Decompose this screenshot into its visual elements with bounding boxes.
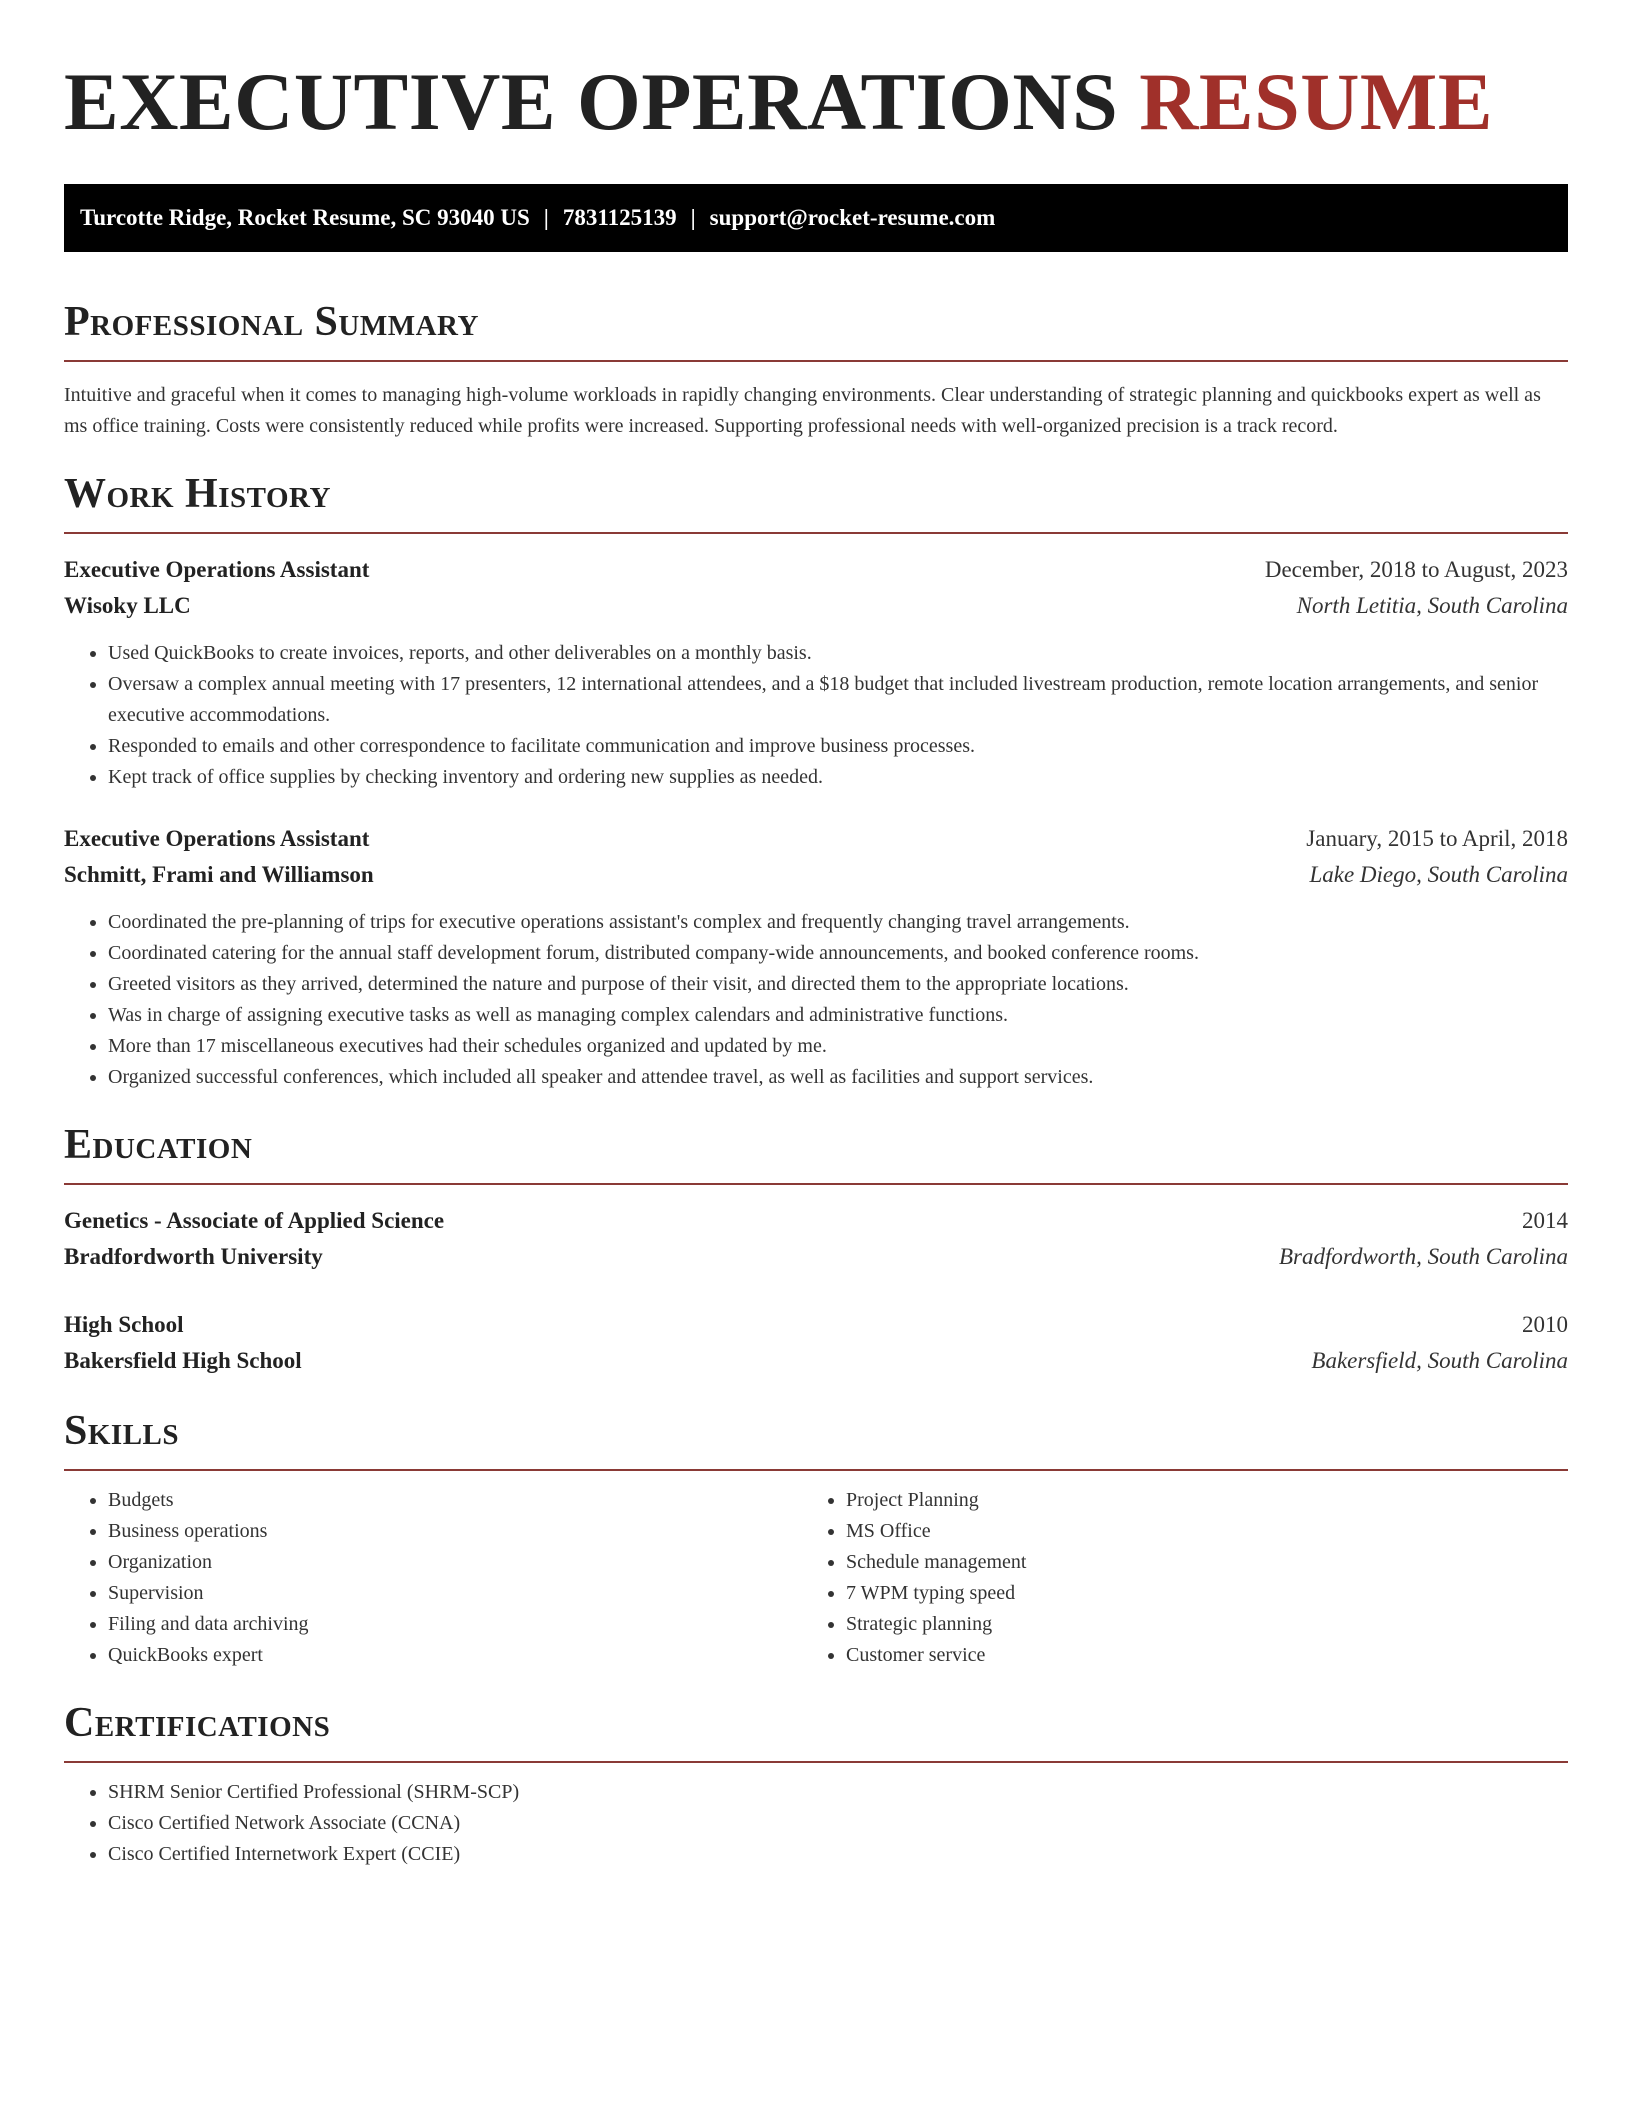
job-company: Schmitt, Frami and Williamson (64, 862, 374, 887)
list-item: • Kept track of office supplies by checking inventory and ordering new supplies as needed. (108, 762, 1568, 793)
skills-section (64, 1407, 1568, 1671)
list-item: • Coordinated catering for the annual staff development forum, distributed company-wide announcements, and booked conference rooms. (108, 938, 1568, 969)
education-location: Bradfordworth, South Carolina (1278, 1244, 1568, 1269)
education-location: Bakersfield, South Carolina (1311, 1348, 1568, 1373)
skill-item: • QuickBooks expert (108, 1640, 802, 1671)
section-title-skills: Skills (64, 1408, 180, 1454)
skill-item: • 7 WPM typing speed (846, 1578, 1540, 1609)
skills-list-left (64, 1485, 802, 1671)
certification-item: • Cisco Certified Internetwork Expert (CCIE) (108, 1839, 1568, 1870)
list-item: • More than 17 miscellaneous executives had their schedules organized and updated by me. (108, 1031, 1568, 1062)
skill-item: • Business operations (108, 1516, 802, 1547)
education-entry (64, 1307, 1568, 1379)
education-header-row (64, 1307, 1568, 1343)
education-entry (64, 1203, 1568, 1275)
job-dates: December, 2018 to August, 2023 (1264, 557, 1568, 582)
contact-email[interactable]: support@rocket-resume.com (709, 205, 996, 230)
summary-section (64, 298, 1568, 442)
job-location: Lake Diego, South Carolina (1309, 862, 1568, 887)
skill-item: • Customer service (846, 1640, 1540, 1671)
certifications-list (64, 1777, 1568, 1870)
contact-address: Turcotte Ridge, Rocket Resume, SC 93040 US (80, 205, 530, 230)
job-entry (64, 552, 1568, 793)
job-company-row (64, 857, 1568, 893)
resume-title (64, 56, 1568, 148)
skill-item: • MS Office (846, 1516, 1540, 1547)
list-item: • Organized successful conferences, which included all speaker and attendee travel, as well as facilities and support services. (108, 1062, 1568, 1093)
education-school: Bradfordworth University (64, 1244, 323, 1269)
section-title-certifications: Certifications (64, 1700, 331, 1746)
skill-item: • Project Planning (846, 1485, 1540, 1516)
contact-separator: | (690, 205, 696, 230)
education-school-row (64, 1343, 1568, 1379)
education-section (64, 1121, 1568, 1379)
section-title-education: Education (64, 1122, 253, 1168)
title-main: EXECUTIVE OPERATIONS (64, 56, 1119, 147)
job-header-row (64, 552, 1568, 588)
certification-item: • Cisco Certified Network Associate (CCNA) (108, 1808, 1568, 1839)
work-history-section (64, 470, 1568, 1093)
job-bullets (64, 907, 1568, 1093)
contact-phone: 7831125139 (562, 205, 677, 230)
list-item: • Was in charge of assigning executive tasks as well as managing complex calendars and administrative functions. (108, 1000, 1568, 1031)
list-item: • Oversaw a complex annual meeting with 17 presenters, 12 international attendees, and a $18 budget that included livestream production, remote location arrangements, and senior executive accommodations. (108, 669, 1568, 731)
section-divider (64, 532, 1568, 534)
job-entry (64, 821, 1568, 1093)
job-header-row (64, 821, 1568, 857)
section-divider (64, 1469, 1568, 1471)
summary-text: Intuitive and graceful when it comes to managing high-volume workloads in rapidly changing environments. Clear understanding of strategic planning and quickbooks expert as well as ms office training. Costs were consistently reduced while profits were increased. Supporting professional needs with well-organized precision is a track record. (64, 384, 1541, 437)
certification-item: • SHRM Senior Certified Professional (SHRM-SCP) (108, 1777, 1568, 1808)
certifications-section (64, 1699, 1568, 1870)
contact-bar (64, 184, 1568, 252)
skill-item: • Budgets (108, 1485, 802, 1516)
education-school-row (64, 1239, 1568, 1275)
skill-item: • Supervision (108, 1578, 802, 1609)
section-title-summary: Professional Summary (64, 299, 479, 345)
section-divider (64, 1761, 1568, 1763)
job-location: North Letitia, South Carolina (1296, 593, 1568, 618)
section-divider (64, 360, 1568, 362)
skills-columns (64, 1485, 1568, 1671)
job-title: Executive Operations Assistant (64, 826, 370, 851)
education-year: 2014 (1522, 1208, 1568, 1233)
section-divider (64, 1183, 1568, 1185)
section-title-work-history: Work History (64, 471, 331, 517)
skill-item: • Filing and data archiving (108, 1609, 802, 1640)
list-item: • Responded to emails and other correspondence to facilitate communication and improve business processes. (108, 731, 1568, 762)
skill-item: • Strategic planning (846, 1609, 1540, 1640)
skill-item: • Schedule management (846, 1547, 1540, 1578)
education-header-row (64, 1203, 1568, 1239)
skill-item: • Organization (108, 1547, 802, 1578)
list-item: • Greeted visitors as they arrived, determined the nature and purpose of their visit, and directed them to the appropriate locations. (108, 969, 1568, 1000)
job-company-row (64, 588, 1568, 624)
contact-separator: | (543, 205, 549, 230)
skills-list-right (802, 1485, 1540, 1671)
job-dates: January, 2015 to April, 2018 (1306, 826, 1568, 851)
education-year: 2010 (1522, 1312, 1568, 1337)
list-item: • Coordinated the pre-planning of trips for executive operations assistant's complex and frequently changing travel arrangements. (108, 907, 1568, 938)
job-title: Executive Operations Assistant (64, 557, 370, 582)
job-company: Wisoky LLC (64, 593, 191, 618)
education-degree: High School (64, 1312, 184, 1337)
education-school: Bakersfield High School (64, 1348, 302, 1373)
job-bullets (64, 638, 1568, 793)
education-degree: Genetics - Associate of Applied Science (64, 1208, 445, 1233)
list-item: • Used QuickBooks to create invoices, reports, and other deliverables on a monthly basis. (108, 638, 1568, 669)
title-accent: RESUME (1139, 56, 1494, 147)
